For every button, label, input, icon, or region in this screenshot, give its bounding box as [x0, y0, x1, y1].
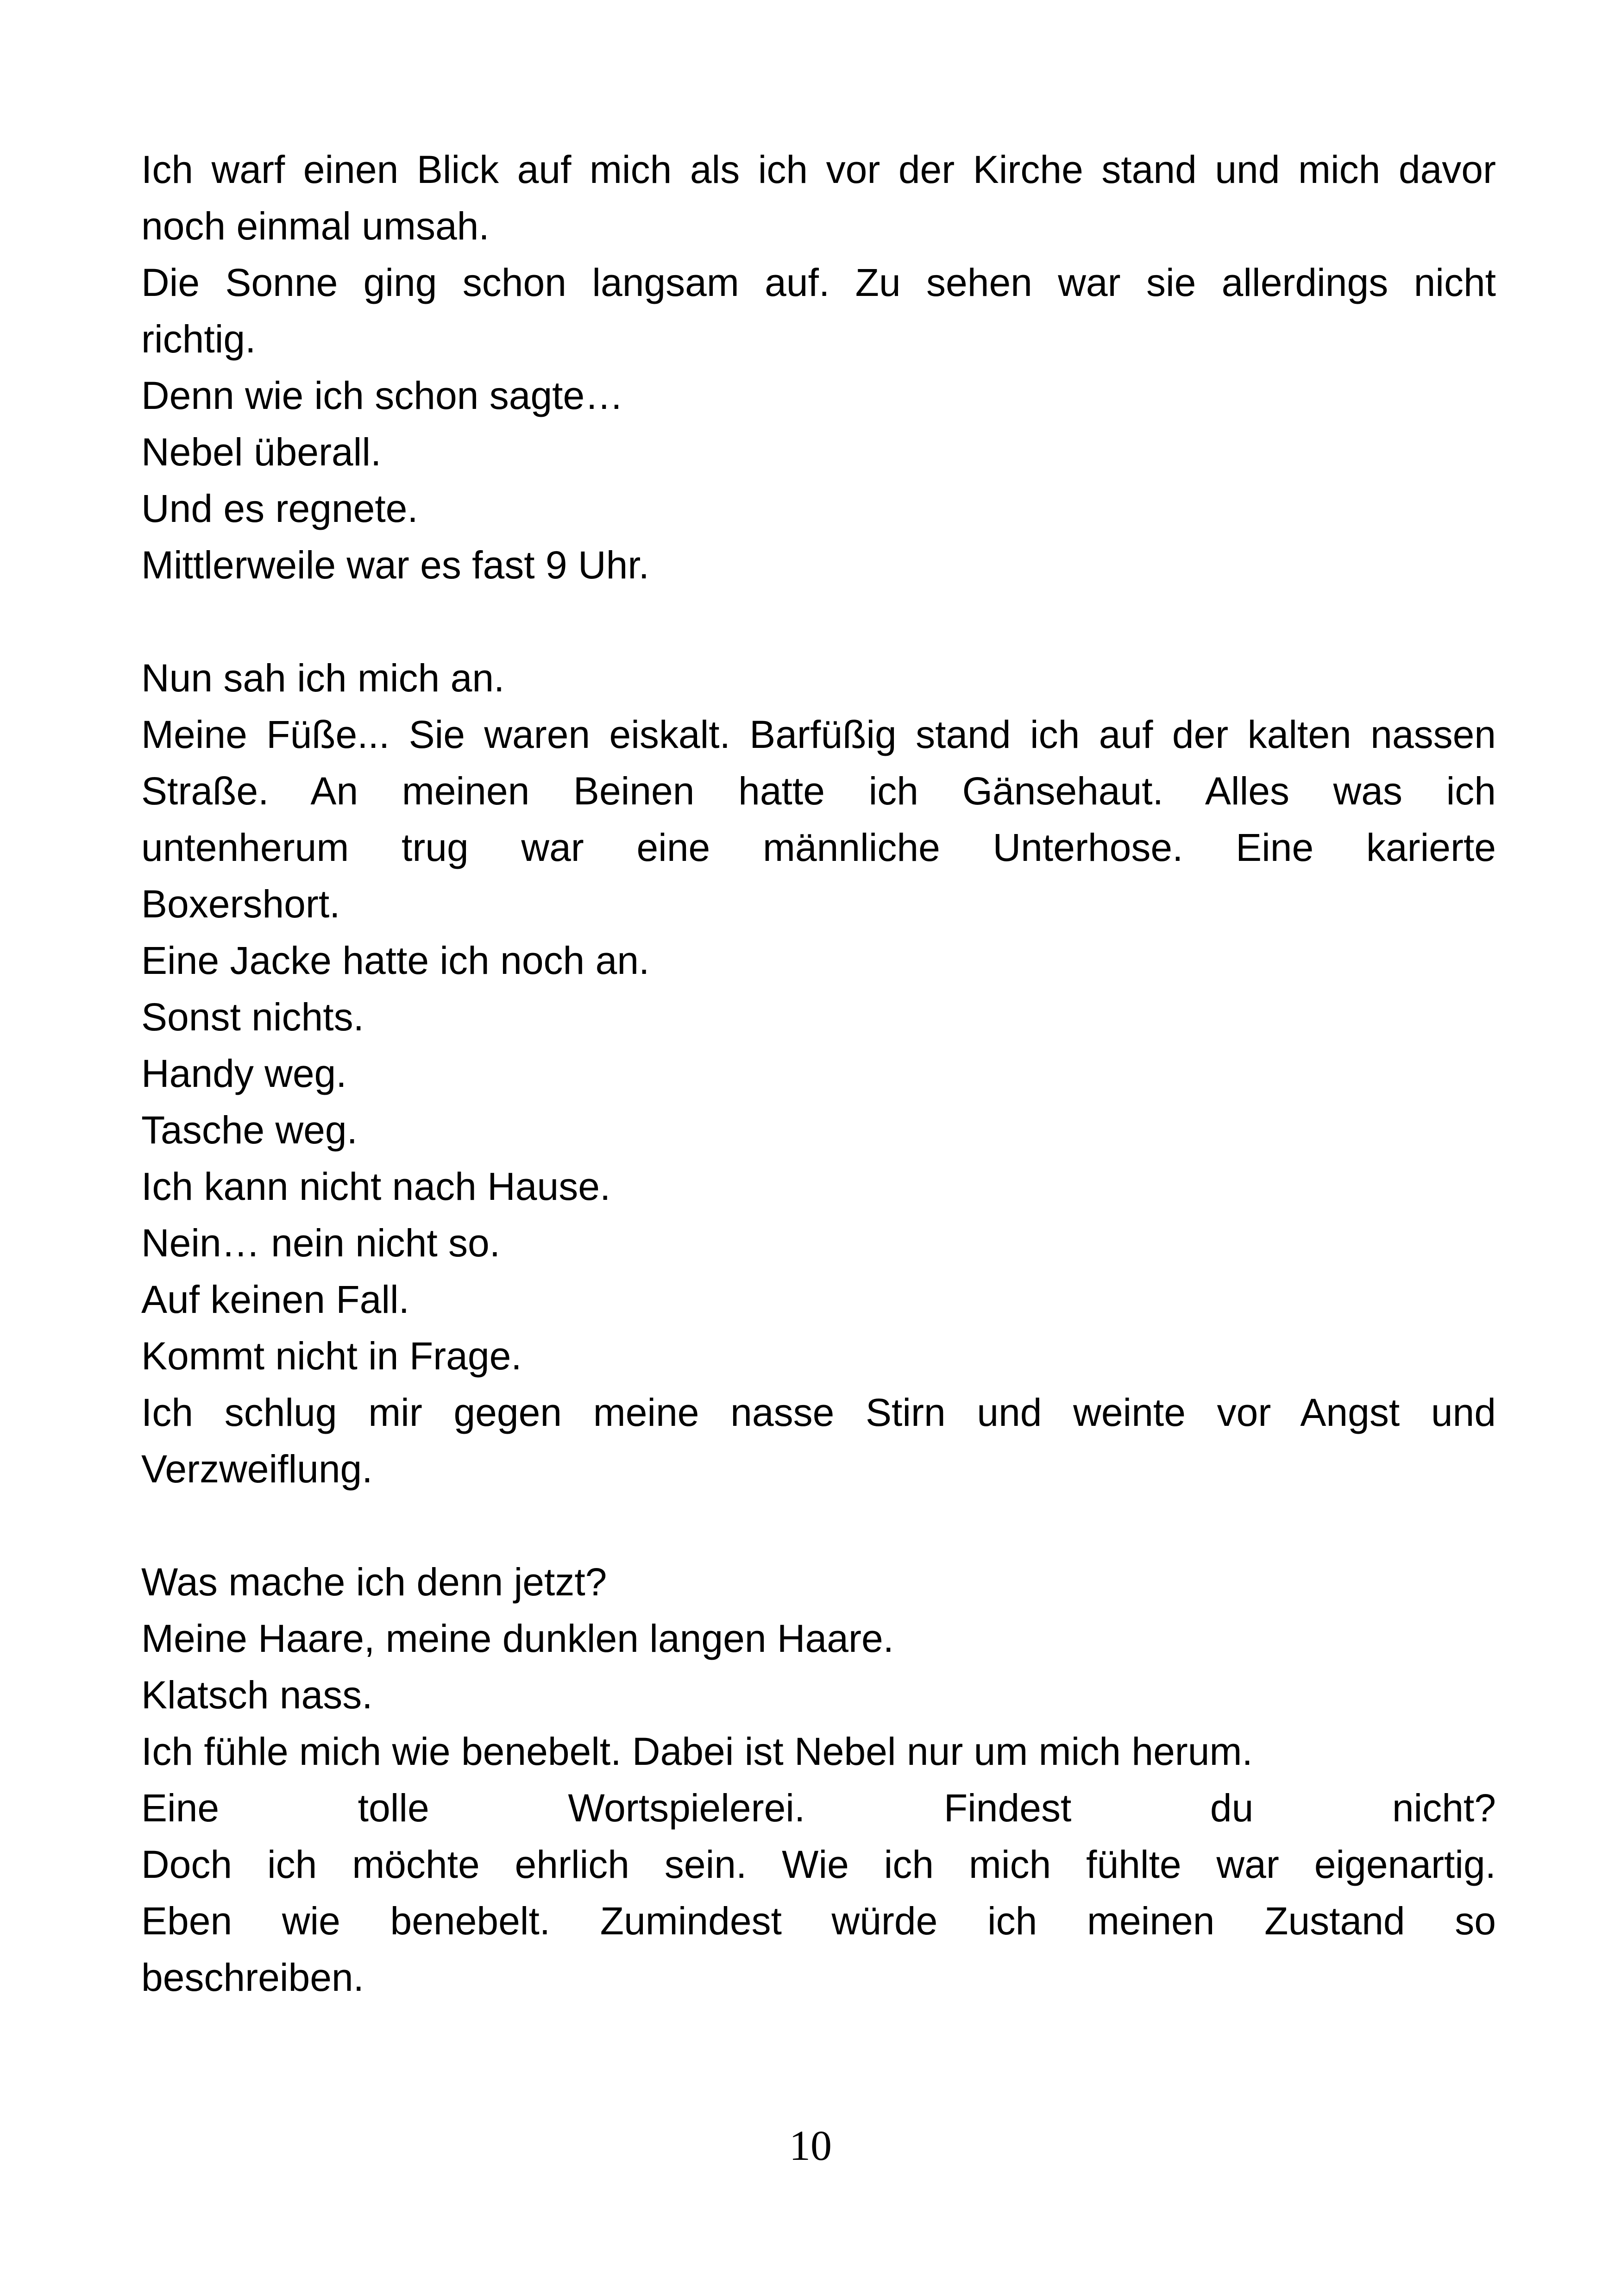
- text-line: Nun sah ich mich an.: [141, 656, 505, 700]
- text-line: Ich kann nicht nach Hause.: [141, 1165, 611, 1208]
- text-line: noch einmal umsah.: [141, 204, 490, 248]
- text-line: Kommt nicht in Frage.: [141, 1334, 522, 1378]
- text-line: Boxershort.: [141, 882, 340, 926]
- text-line: Denn wie ich schon sagte…: [141, 374, 624, 417]
- body-text: [141, 141, 1496, 2006]
- paragraph-break: [141, 593, 1496, 650]
- text-line: Eine Jacke hatte ich noch an.: [141, 939, 650, 982]
- text-line: beschreiben.: [141, 1956, 364, 1999]
- paragraph-break: [141, 1497, 1496, 1554]
- text-line: Verzweiflung.: [141, 1447, 373, 1491]
- text-line: Sonst nichts.: [141, 995, 364, 1039]
- text-line: Klatsch nass.: [141, 1673, 373, 1717]
- text-line: Ich warf einen Blick auf mich als ich vor der Kirche stand und mich davor: [141, 148, 1496, 191]
- text-line: Auf keinen Fall.: [141, 1278, 409, 1321]
- text-line: Mittlerweile war es fast 9 Uhr.: [141, 543, 650, 587]
- text-line: Was mache ich denn jetzt?: [141, 1560, 607, 1604]
- text-line: Ich fühle mich wie benebelt. Dabei ist Nebel nur um mich herum.: [141, 1730, 1253, 1773]
- text-line: Eine tolle Wortspielerei. Findest du nicht?: [141, 1786, 1496, 1830]
- text-line: Nein… nein nicht so.: [141, 1221, 501, 1265]
- text-line: Meine Haare, meine dunklen langen Haare.: [141, 1617, 894, 1660]
- text-line: Doch ich möchte ehrlich sein. Wie ich mich fühlte war eigenartig.: [141, 1843, 1496, 1886]
- text-line: richtig.: [141, 317, 256, 361]
- text-line: Straße. An meinen Beinen hatte ich Gänsehaut. Alles was ich: [141, 769, 1496, 813]
- text-line: Handy weg.: [141, 1052, 347, 1095]
- text-line: untenherum trug war eine männliche Unterhose. Eine karierte: [141, 826, 1496, 869]
- text-line: Eben wie benebelt. Zumindest würde ich meinen Zustand so: [141, 1899, 1496, 1943]
- page-number: 10: [789, 2122, 832, 2169]
- text-line: Die Sonne ging schon langsam auf. Zu sehen war sie allerdings nicht: [141, 261, 1496, 304]
- text-line: Ich schlug mir gegen meine nasse Stirn und weinte vor Angst und: [141, 1391, 1496, 1434]
- text-line: Und es regnete.: [141, 487, 418, 530]
- text-line: Meine Füße... Sie waren eiskalt. Barfüßig stand ich auf der kalten nassen: [141, 713, 1496, 756]
- text-line: Tasche weg.: [141, 1108, 358, 1152]
- text-line: Nebel überall.: [141, 430, 382, 474]
